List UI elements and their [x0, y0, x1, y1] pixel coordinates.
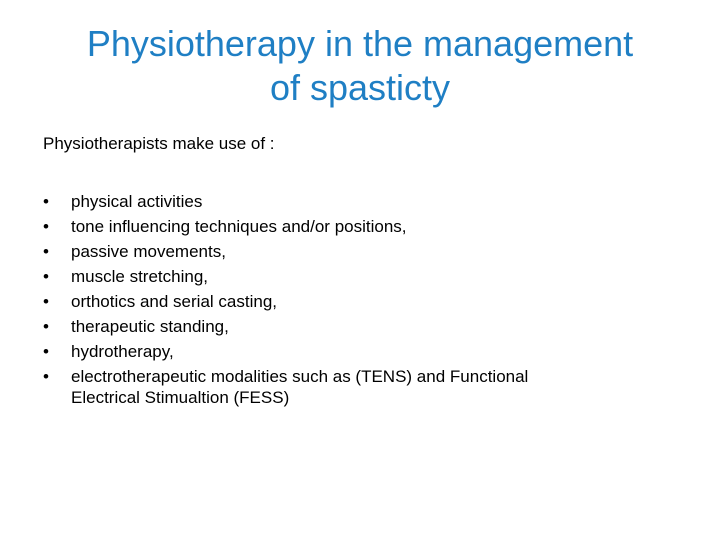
list-item-text: physical activities	[71, 192, 203, 211]
slide-title-line-2: of spasticty	[269, 67, 451, 108]
slide-title-line-1: Physiotherapy in the management	[86, 23, 634, 64]
list-item	[43, 239, 663, 264]
bullet-icon: •	[43, 317, 49, 336]
bullet-icon: •	[43, 367, 49, 386]
bullet-icon: •	[43, 342, 49, 361]
bullet-icon: •	[43, 217, 49, 236]
slide-title	[40, 22, 680, 110]
bullet-list	[43, 189, 663, 408]
list-item	[43, 289, 663, 314]
list-item	[43, 214, 663, 239]
list-item-text: passive movements,	[71, 242, 226, 261]
bullet-icon: •	[43, 292, 49, 311]
list-item	[43, 264, 663, 289]
intro-text: Physiotherapists make use of :	[43, 134, 275, 153]
list-item-text: tone influencing techniques and/or positions,	[71, 217, 407, 236]
list-item	[43, 364, 663, 408]
list-item	[43, 339, 663, 364]
list-item-text: orthotics and serial casting,	[71, 292, 277, 311]
bullet-icon: •	[43, 242, 49, 261]
list-item-continuation: Electrical Stimualtion (FESS)	[71, 388, 290, 407]
list-item-text: electrotherapeutic modalities such as (TENS) and Functional	[71, 367, 529, 386]
list-item-text: hydrotherapy,	[71, 342, 174, 361]
list-item	[43, 314, 663, 339]
list-item	[43, 189, 663, 214]
bullet-icon: •	[43, 267, 49, 286]
bullet-icon: •	[43, 192, 49, 211]
list-item-text: therapeutic standing,	[71, 317, 229, 336]
list-item-text: muscle stretching,	[71, 267, 208, 286]
